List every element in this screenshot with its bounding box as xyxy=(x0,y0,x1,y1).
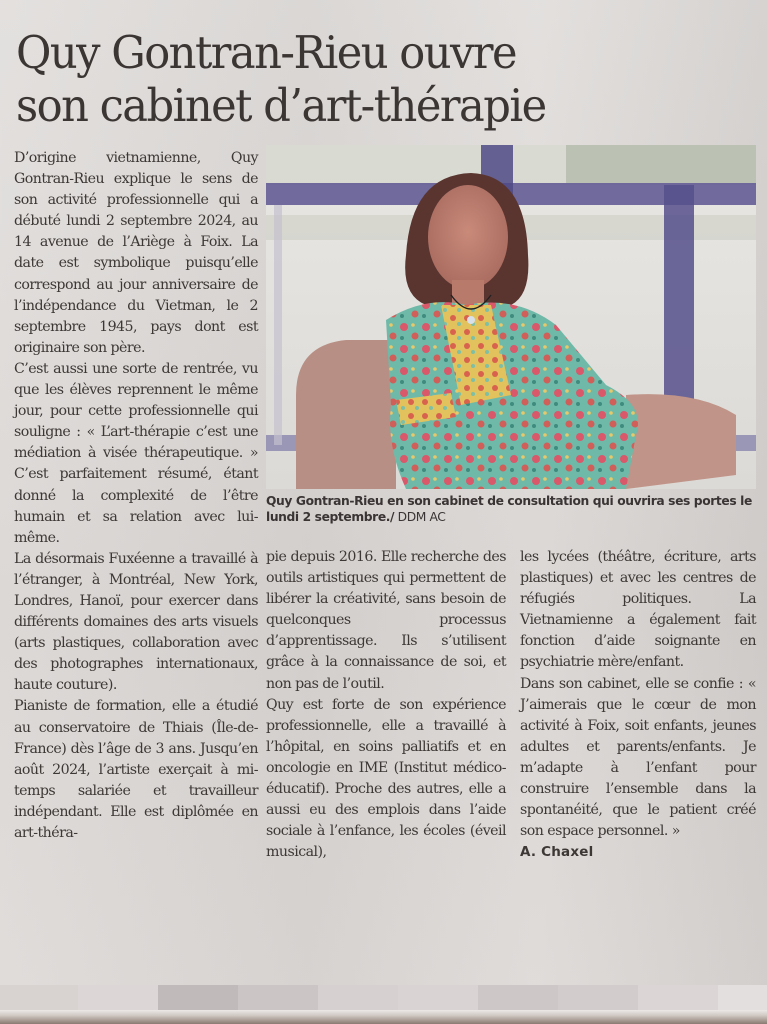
paragraph: D’origine vietnamienne, Quy Gontran-Rieu explique le sens de son activité professionnelle qui a débuté lundi 2 septembre 2024, au 14 avenue de l’Ariège à Foix. La date est symbolique puisqu’elle correspond au jour anniversaire de l’indépendance du Vietman, le 2 septembre 1945, pays dont est originaire son père. xyxy=(14,150,258,356)
paragraph: C’est aussi une sorte de rentrée, vu que les élèves reprennent le même jour, pour cette professionnelle qui souligne : « L’art-thérapie c’est une médiation à visée thérapeutique. » C’est parfaitement résumé, étant donné la complexité de l’être humain et sa relation avec lui-même. xyxy=(14,360,258,546)
paragraph: Pianiste de formation, elle a étudié au conservatoire de Thiais (Île-de-France) dès l’âge de 3 ans. Jusqu’en août 2024, l’artiste exerçait à mi-temps salariée et travailleur indépendant. Elle est diplômée en art-théra- xyxy=(14,698,258,841)
torn-paper-edge xyxy=(0,1010,767,1024)
headline-line-2: son cabinet d’art-thérapie xyxy=(16,79,546,132)
headline xyxy=(16,26,731,132)
paragraph: Quy est forte de son expérience professionnelle, elle a travaillé à l’hôpital, en soins palliatifs et en oncologie en IME (Institut médico-éducatif). Proche des autres, elle a aussi eu des emplois dans l’aide sociale à l’enfance, les écoles (éveil musical), xyxy=(266,696,506,861)
headline-line-1: Quy Gontran-Rieu ouvre xyxy=(16,26,517,79)
paragraph: La désormais Fuxéenne a travaillé à l’étranger, à Montréal, New York, Londres, Hanoï, pour exercer dans différents domaines des arts visuels (arts plastiques, collaboration avec des photographes internationaux, haute couture). xyxy=(14,550,258,694)
paragraph: les lycées (théâtre, écriture, arts plastiques) et avec les centres de réfugiés politiques. La Vietnamienne a également fait fonction d’aide soignante en psychiatrie mère/enfant. xyxy=(520,549,756,671)
article-column-1 xyxy=(14,148,258,844)
portrait-photo-icon xyxy=(266,145,756,489)
photo-credit: DDM AC xyxy=(394,510,446,524)
caption-text: Quy Gontran-Rieu en son cabinet de consultation qui ouvrira ses portes le lundi 2 septembre./ xyxy=(266,494,752,524)
paragraph: Dans son cabinet, elle se confie : « J’aimerais que le cœur de mon activité à Foix, soit enfants, jeunes adultes et parents/enfants. Je m’adapte à l’enfant pour construire l’ensemble dans la spontanéité, que le patient créé son espace personnel. » xyxy=(520,675,756,840)
author-signature: A. Chaxel xyxy=(520,844,594,861)
article-photo xyxy=(266,145,756,489)
photo-caption xyxy=(266,493,758,525)
paragraph: pie depuis 2016. Elle recherche des outils artistiques qui permettent de libérer la créativité, sans besoin de quelconques processus d’apprentissage. Ils s’utilisent grâce à la connaissance de soi, et non pas de l’outil. xyxy=(266,549,506,692)
article-column-2 xyxy=(266,547,506,863)
article-column-3 xyxy=(520,547,756,863)
